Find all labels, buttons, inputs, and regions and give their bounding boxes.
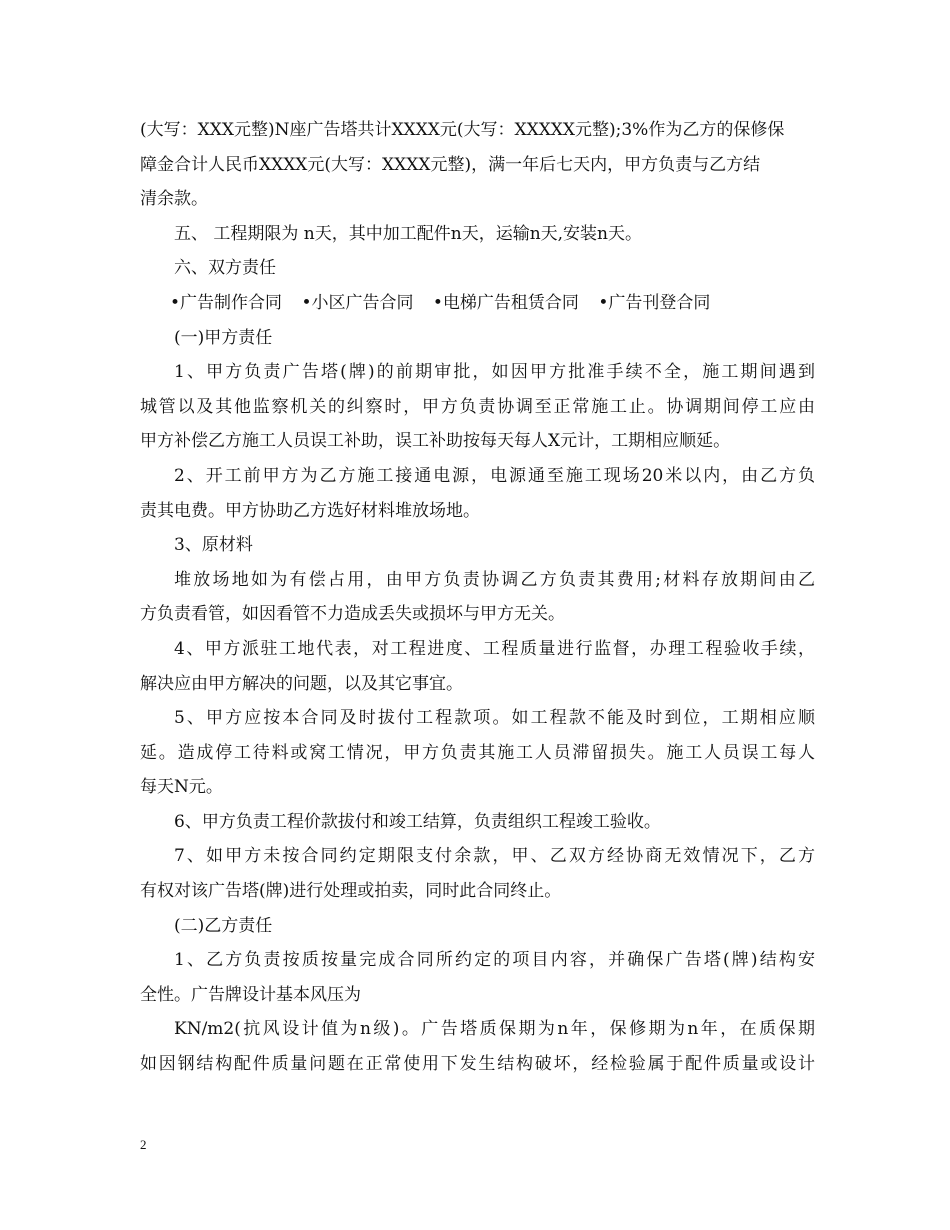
document-body	[140, 113, 815, 1082]
paragraph-line: 城管以及其他监察机关的纠察时，甲方负责协调至正常施工止。协调期间停工应由	[140, 396, 815, 417]
paragraph-line: 障金合计人民币XXXX元(大写：XXXX元整)，满一年后七天内，甲方负责与乙方结	[140, 154, 761, 175]
page-number: 2	[140, 1137, 147, 1152]
section-heading: 六、双方责任	[174, 258, 276, 279]
paragraph-line: 甲方补偿乙方施工人员误工补助，误工补助按每天每人X元计，工期相应顺延。	[140, 431, 731, 452]
paragraph-line: 7、如甲方未按合同约定期限支付余款，甲、乙双方经协商无效情况下，乙方	[174, 846, 815, 867]
paragraph-line: 如因钢结构配件质量问题在正常使用下发生结构破坏，经检验属于配件质量或设计	[140, 1054, 815, 1075]
paragraph-line: 全性。广告牌设计基本风压为	[140, 984, 361, 1005]
paragraph-line: 6、甲方负责工程价款拔付和竣工结算，负责组织工程竣工验收。	[174, 811, 661, 832]
related-link[interactable]: •电梯广告租赁合同	[432, 292, 579, 313]
section-heading: (二)乙方责任	[174, 915, 273, 936]
paragraph-line: 延。造成停工待料或窝工情况，甲方负责其施工人员滞留损失。施工人员误工每人	[140, 742, 815, 763]
section-heading: (一)甲方责任	[174, 327, 273, 348]
paragraph-line: KN/m2(抗风设计值为n级)。广告塔质保期为n年，保修期为n年，在质保期	[174, 1019, 815, 1040]
paragraph-line: (大写：XXX元整)N座广告塔共计XXXX元(大写：XXXXX元整);3%作为乙方的保修保	[140, 120, 785, 140]
related-links	[140, 286, 815, 321]
related-link[interactable]: •广告刊登合同	[598, 292, 711, 313]
paragraph-line: 5、甲方应按本合同及时拔付工程款项。如工程款不能及时到位，工期相应顺	[174, 708, 815, 729]
paragraph-line: 1、乙方负责按质按量完成合同所约定的项目内容，并确保广告塔(牌)结构安	[174, 950, 815, 971]
paragraph-line: 堆放场地如为有偿占用，由甲方负责协调乙方负责其费用;材料存放期间由乙	[174, 569, 815, 590]
section-heading: 五、 工程期限为 n天，其中加工配件n天，运输n天,安装n天。	[174, 223, 643, 244]
related-link[interactable]: •广告制作合同	[170, 292, 283, 313]
paragraph-line: 解决应由甲方解决的问题，以及其它事宜。	[140, 673, 463, 694]
paragraph-line: 清余款。	[140, 189, 208, 210]
paragraph-line: 2、开工前甲方为乙方施工接通电源，电源通至施工现场20米以内，由乙方负	[174, 465, 815, 486]
related-link[interactable]: •小区广告合同	[301, 292, 414, 313]
paragraph-line: 4、甲方派驻工地代表，对工程进度、工程质量进行监督，办理工程验收手续，	[174, 638, 815, 659]
paragraph-line: 每天N元。	[140, 777, 223, 798]
paragraph-line: 有权对该广告塔(牌)进行处理或拍卖，同时此合同终止。	[140, 881, 562, 902]
paragraph-line: 1、甲方负责广告塔(牌)的前期审批，如因甲方批准手续不全，施工期间遇到	[174, 362, 815, 383]
paragraph-line: 责其电费。甲方协助乙方选好材料堆放场地。	[140, 500, 480, 521]
section-heading: 3、原材料	[174, 535, 253, 556]
paragraph-line: 方负责看管，如因看管不力造成丢失或损坏与甲方无关。	[140, 604, 565, 625]
